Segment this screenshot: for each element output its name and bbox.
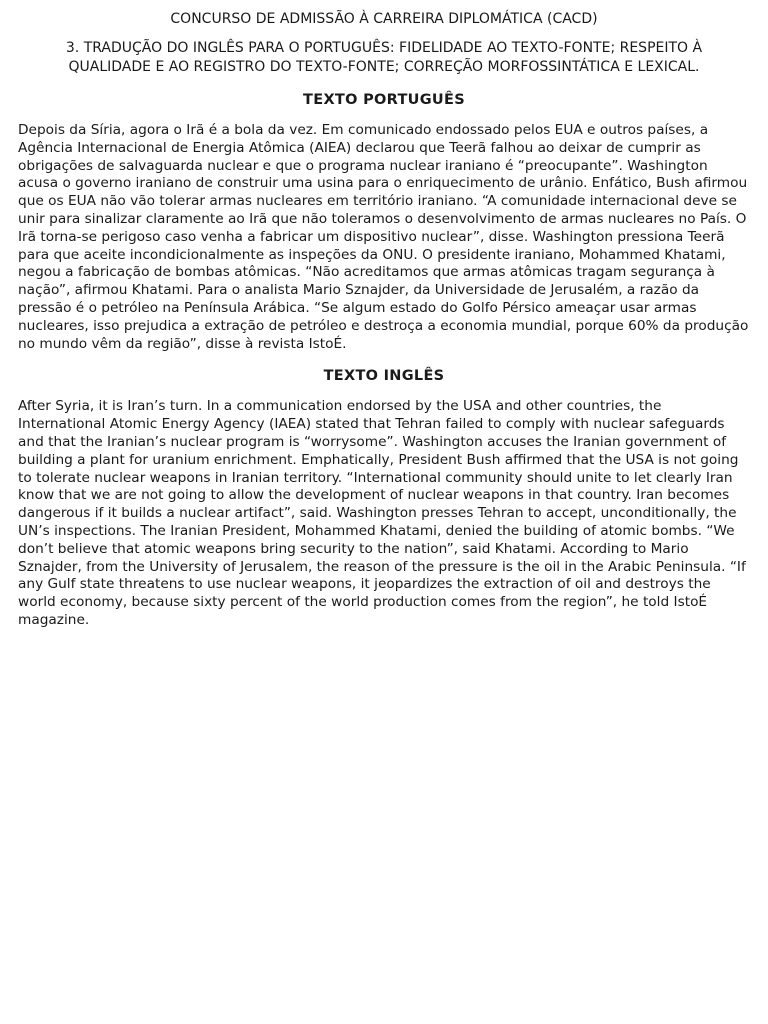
document-header: CONCURSO DE ADMISSÃO À CARREIRA DIPLOMÁTICA (CACD) xyxy=(170,11,598,27)
english-section xyxy=(18,367,750,629)
english-section-title: TEXTO INGLÊS xyxy=(323,368,445,385)
portuguese-text-body: Depois da Síria, agora o Irã é a bola da vez. Em comunicado endossado pelos EUA e outros países, a Agência Internacional de Energia Atômica (AIEA) declarou que Teerã falhou ao deixar de cumprir as obrigações de salvaguarda nuclear e que o programa nuclear iraniano é “preocupante”. Washington acusa o governo iraniano de construir uma usina para o enriquecimento de urânio. Enfático, Bush afirmou que os EUA não vão tolerar armas nucleares em território iraniano. “A comunidade internacional deve se unir para sinalizar claramente ao Irã que não toleramos o desenvolvimento de armas nucleares no País. O Irã torna-se perigoso caso venha a fabricar um dispositivo nuclear”, disse. Washington pressiona Teerã para que aceite incondicionalmente as inspeções da ONU. O presidente iraniano, Mohammed Khatami, negou a fabricação de bombas atômicas. “Não acreditamos que armas atômicas tragam segurança à nação”, afirmou Khatami. Para o analista Mario Sznajder, da Universidade de Jerusalém, a razão da pressão é o petróleo na Península Arábica. “Se algum estado do Golfo Pérsico ameaçar usar armas nucleares, isso prejudica a extração de petróleo e destroça a economia mundial, porque 60% da produção no mundo vêm da região”, disse à revista IstoÉ. xyxy=(18,122,749,352)
english-text-body: After Syria, it is Iran’s turn. In a communication endorsed by the USA and other countries, the International Atomic Energy Agency (IAEA) stated that Tehran failed to comply with nuclear safeguards and that the Iranian’s nuclear program is “worrysome”. Washington accuses the Iranian government of building a plant for uranium enrichment. Emphatically, President Bush affirmed that the USA is not going to tolerate nuclear weapons in Iranian territory. “International community should unite to let clearly Iran know that we are not going to allow the development of nuclear weapons in that country. Iran becomes dangerous if it builds a nuclear artifact”, said. Washington presses Tehran to accept, unconditionally, the UN’s inspections. The Iranian President, Mohammed Khatami, denied the building of atomic bombs. “We don’t believe that atomic weapons bring security to the nation”, said Khatami. According to Mario Sznajder, from the University of Jerusalem, the reason of the pressure is the oil in the Arabic Peninsula. “If any Gulf state threatens to use nuclear weapons, it jeopardizes the extraction of oil and destroys the world economy, because sixty percent of the world production comes from the region”, he told IstoÉ magazine. xyxy=(18,398,746,628)
document-subheader: 3. TRADUÇÃO DO INGLÊS PARA O PORTUGUÊS: FIDELIDADE AO TEXTO-FONTE; RESPEITO À QUALIDADE E AO REGISTRO DO TEXTO-FONTE; CORREÇÃO MORFOSSINTÁTICA E LEXICAL. xyxy=(65,40,703,75)
portuguese-section xyxy=(18,91,750,353)
portuguese-section-title: TEXTO PORTUGUÊS xyxy=(303,92,465,108)
